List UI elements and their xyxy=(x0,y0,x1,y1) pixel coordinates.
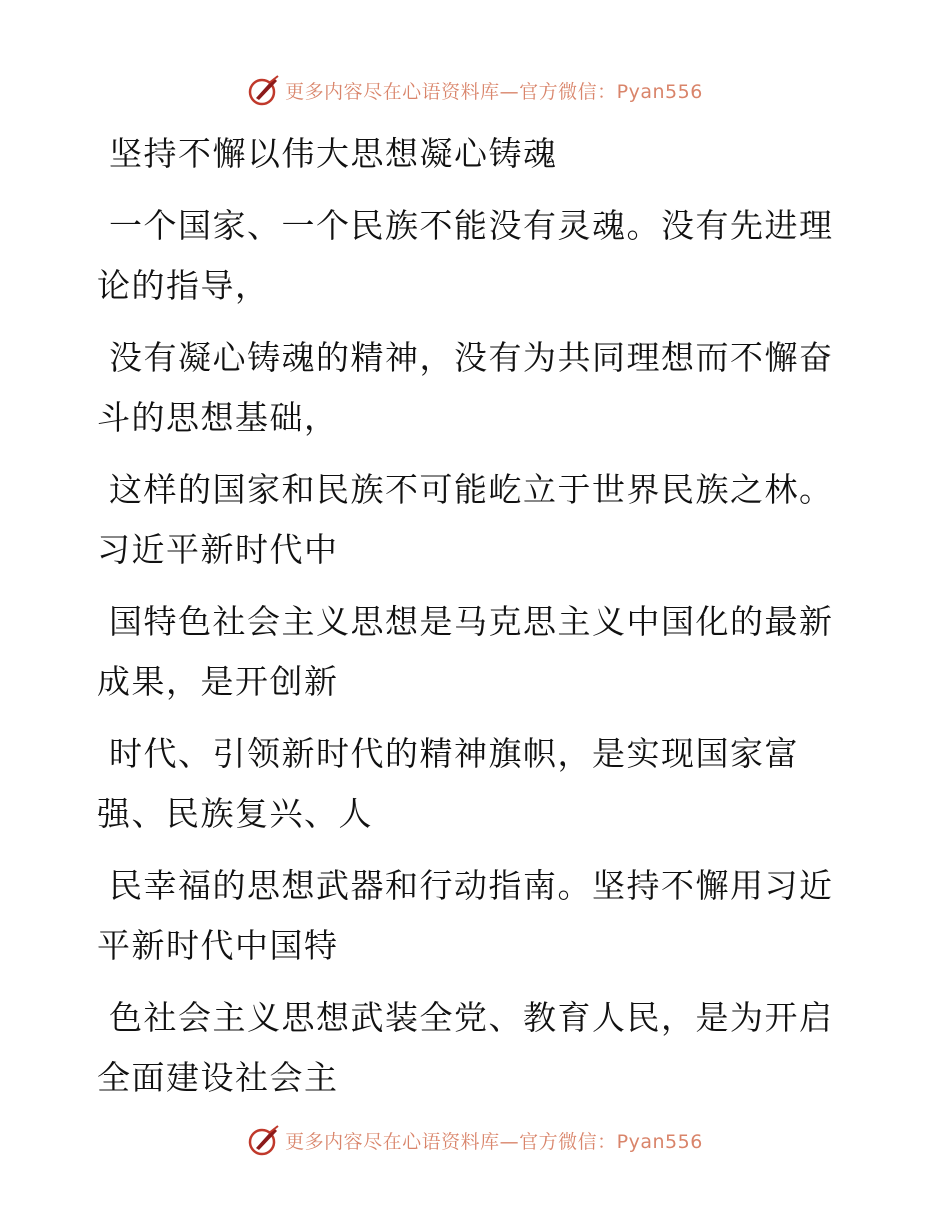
text-line: 强、民族复兴、人 xyxy=(97,794,373,833)
text-line: 论的指导， xyxy=(97,266,270,305)
text-line: 一个国家、一个民族不能没有灵魂。没有先进理 xyxy=(109,206,834,245)
document-title: 坚持不懈以伟大思想凝心铸魂 xyxy=(109,134,558,173)
text-line: 平新时代中国特 xyxy=(97,926,339,965)
header-watermark xyxy=(0,70,950,110)
text-line: 民幸福的思想武器和行动指南。坚持不懈用习近 xyxy=(109,866,834,905)
text-line: 成果，是开创新 xyxy=(97,662,339,701)
quill-logo-icon xyxy=(247,73,281,107)
text-line: 全面建设社会主 xyxy=(97,1058,339,1097)
text-line: 色社会主义思想武装全党、教育人民，是为开启 xyxy=(109,998,834,1037)
text-line: 时代、引领新时代的精神旗帜，是实现国家富 xyxy=(109,734,799,773)
footer-watermark xyxy=(0,1120,950,1160)
text-line: 习近平新时代中 xyxy=(97,530,339,569)
text-line: 这样的国家和民族不可能屹立于世界民族之林。 xyxy=(109,470,834,509)
text-line: 没有凝心铸魂的精神，没有为共同理想而不懈奋 xyxy=(109,338,834,377)
document-body xyxy=(97,124,837,1108)
watermark-text: 更多内容尽在心语资料库—官方微信：Pyan556 xyxy=(285,1130,703,1153)
watermark-text: 更多内容尽在心语资料库—官方微信：Pyan556 xyxy=(285,80,703,103)
quill-logo-icon xyxy=(247,1123,281,1157)
text-line: 斗的思想基础， xyxy=(97,398,339,437)
text-line: 国特色社会主义思想是马克思主义中国化的最新 xyxy=(109,602,834,641)
